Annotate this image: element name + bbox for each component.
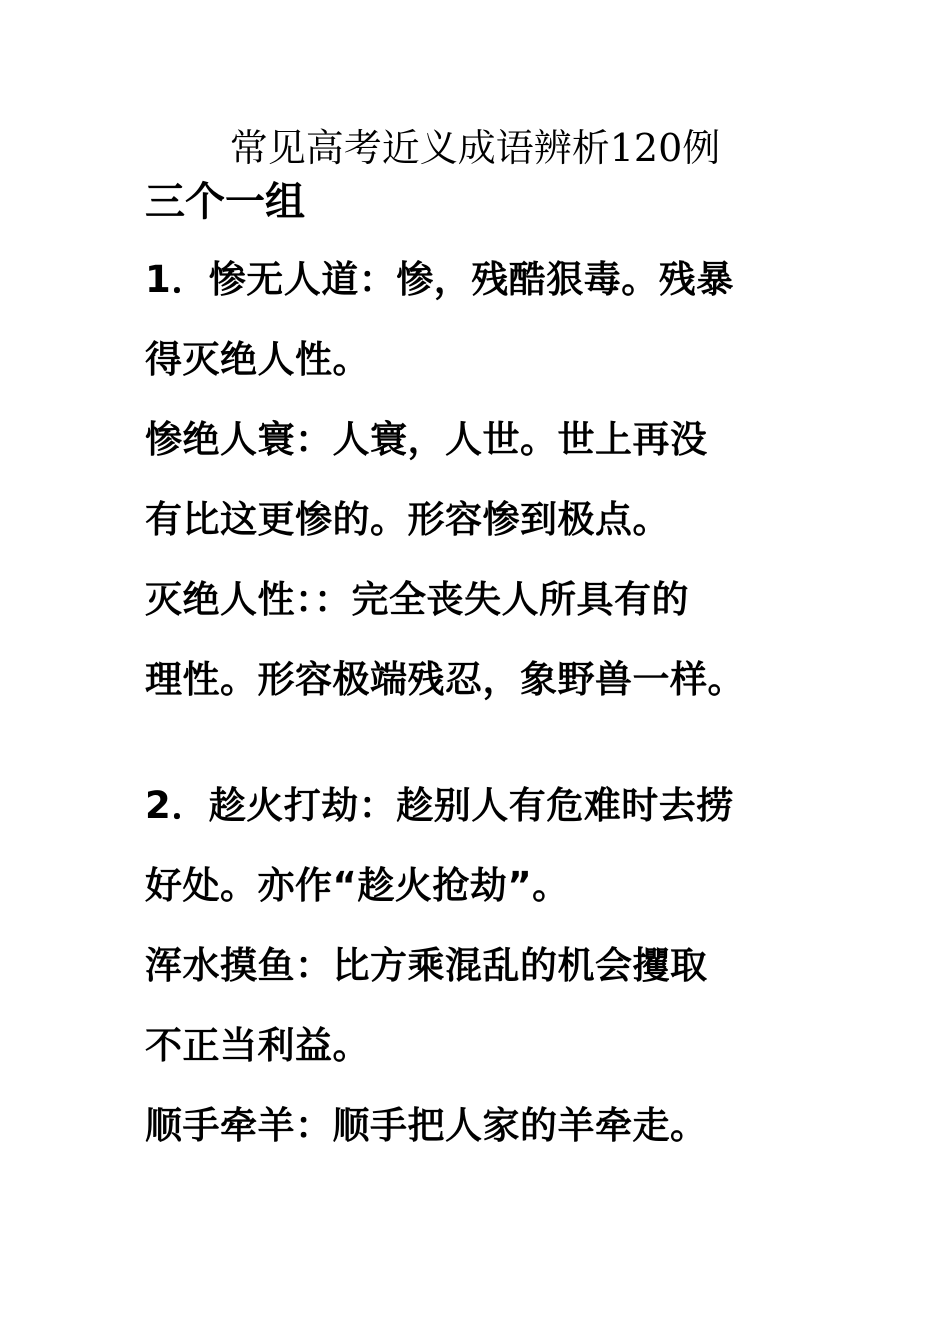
text-line: 灭绝人性：：完全丧失人所具有的 (145, 578, 689, 621)
text-line: 2．趁火打劫：趁别人有危难时去捞 (145, 784, 734, 827)
text-line: 有比这更惨的。形容惨到极点。 (145, 498, 670, 541)
text-line: 得灭绝人性。 (145, 338, 370, 381)
text-line: 理性。形容极端残忍，象野兽一样。 (145, 658, 745, 701)
document-title: 常见高考近义成语辨析120例 (229, 126, 721, 170)
text-line: 不正当利益。 (145, 1024, 370, 1067)
text-line: 1．惨无人道：惨，残酷狠毒。残暴 (145, 258, 734, 301)
text-line: 好处。亦作“趁火抢劫”。 (145, 864, 570, 907)
text-line: 惨绝人寰：人寰，人世。世上再没 (145, 418, 708, 461)
section-heading: 三个一组 (145, 179, 305, 225)
text-line: 浑水摸鱼：比方乘混乱的机会攫取 (145, 944, 708, 987)
text-line: 顺手牵羊：顺手把人家的羊牵走。 (145, 1104, 708, 1147)
